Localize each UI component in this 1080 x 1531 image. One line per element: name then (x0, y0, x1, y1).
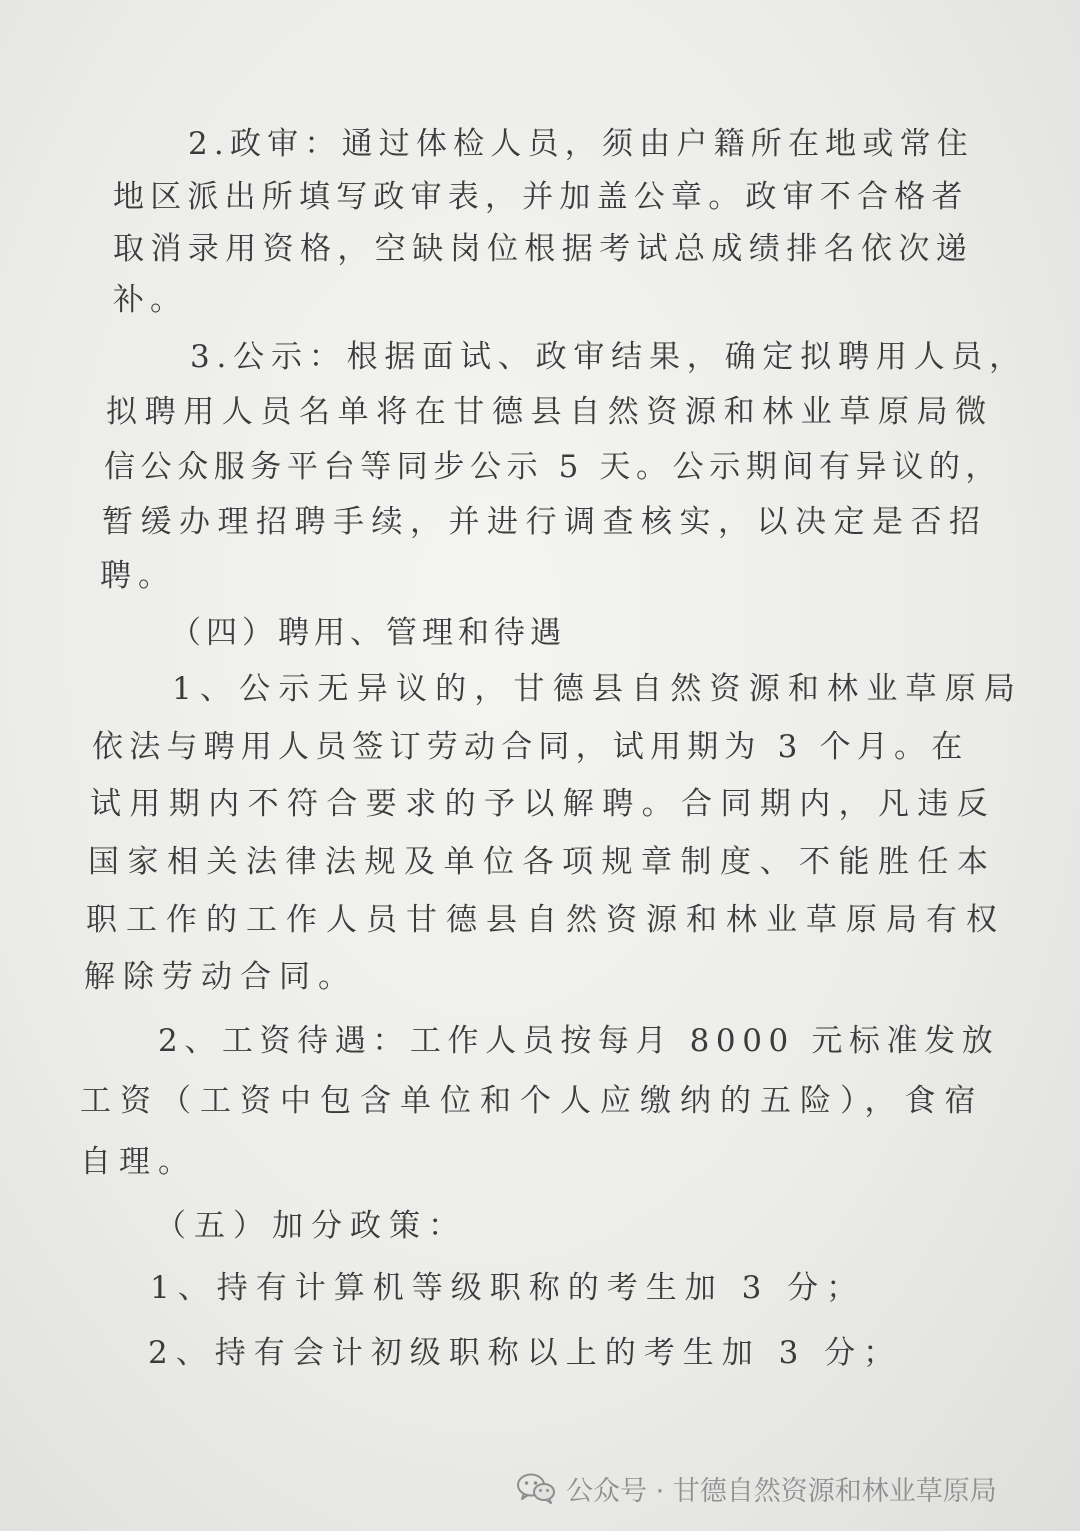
doc-line-1: 2.政审：通过体检人员，须由户籍所在地或常住 (188, 126, 974, 162)
watermark (516, 1468, 997, 1508)
doc-line-18: 工资（工资中包含单位和个人应缴纳的五险），食宿 (80, 1083, 985, 1119)
doc-line-3: 取消录用资格，空缺岗位根据考试总成绩排名依次递 (113, 231, 974, 267)
section-heading-4: （四）聘用、管理和待遇 (170, 615, 566, 651)
doc-line-13: 试用期内不符合要求的予以解聘。合同期内，凡违反 (90, 786, 997, 822)
doc-line-12: 依法与聘用人员签订劳动合同，试用期为 3 个月。在 (92, 729, 969, 765)
doc-line-6: 拟聘用人员名单将在甘德县自然资源和林业草原局微 (106, 394, 994, 430)
doc-line-5: 3.公示：根据面试、政审结果，确定拟聘用人员， (190, 339, 1027, 375)
doc-line-15: 职工作的工作人员甘德县自然资源和林业草原局有权 (86, 902, 1006, 938)
doc-line-11: 1、公示无异议的，甘德县自然资源和林业草原局 (172, 671, 1024, 707)
doc-line-14: 国家相关法律法规及单位各项规章制度、不能胜任本 (88, 844, 997, 880)
doc-line-17: 2、工资待遇：工作人员按每月 8000 元标准发放 (158, 1023, 1000, 1059)
doc-line-21: 1、持有计算机等级职称的考生加 3 分； (150, 1270, 866, 1306)
doc-line-19: 自理。 (80, 1144, 197, 1180)
doc-line-2: 地区派出所填写政审表，并加盖公章。政审不合格者 (113, 179, 969, 215)
section-heading-5: （五）加分政策： (155, 1208, 467, 1244)
doc-line-4: 补。 (113, 282, 187, 318)
wechat-icon (516, 1472, 556, 1504)
watermark-text: 公众号 · 甘德自然资源和林业草原局 (566, 1475, 997, 1507)
doc-line-7: 信公众服务平台等同步公示 5 天。公示期间有异议的， (104, 449, 1003, 485)
doc-line-22: 2、持有会计初级职称以上的考生加 3 分； (148, 1335, 903, 1371)
doc-line-16: 解除劳动合同。 (84, 959, 357, 995)
doc-line-8: 暂缓办理招聘手续，并进行调查核实，以决定是否招 (102, 504, 988, 540)
doc-line-9: 聘。 (100, 558, 176, 594)
